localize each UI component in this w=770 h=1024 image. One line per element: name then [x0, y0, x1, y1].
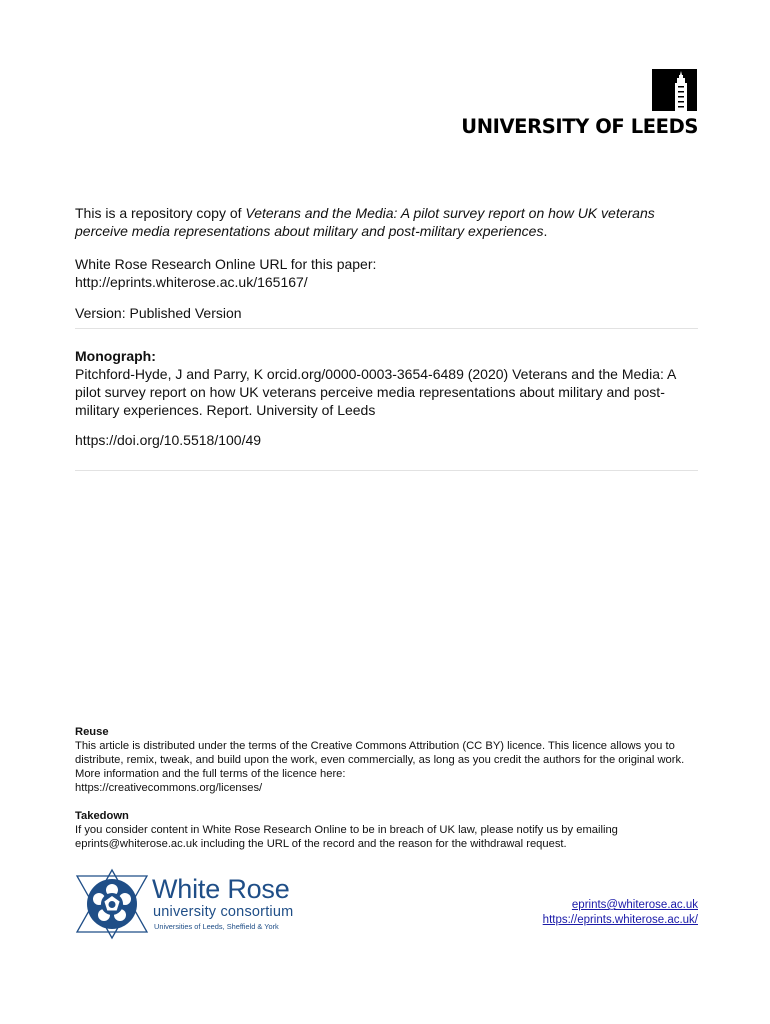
licence-link[interactable]: https://creativecommons.org/licenses/	[75, 782, 263, 794]
takedown-text: If you consider content in White Rose Research Online to be in breach of UK law, please notify us by emailing eprints@whiterose.ac.uk including the URL of the record and the reason for the withdrawal request.	[75, 824, 618, 850]
reuse-heading: Reuse	[75, 726, 109, 738]
monograph-block	[75, 347, 700, 419]
divider	[75, 328, 698, 329]
repository-url-link[interactable]: http://eprints.whiterose.ac.uk/165167/	[75, 274, 308, 290]
monograph-citation: Pitchford-Hyde, J and Parry, K orcid.org/0000-0003-3654-6489 (2020) Veterans and the Media: A pilot survey report on how UK veterans perceive media representations about military and post-military experiences. Report. University of Leeds	[75, 366, 676, 418]
repository-url-block	[75, 255, 700, 291]
white-rose-logo-universities: Universities of Leeds, Sheffield & York	[154, 922, 279, 931]
divider	[75, 470, 698, 471]
intro-prefix: This is a repository copy of	[75, 205, 246, 221]
takedown-section	[75, 809, 700, 851]
reuse-section	[75, 725, 700, 795]
university-of-leeds-logo-text: UNIVERSITY OF LEEDS	[461, 115, 698, 138]
parkinson-tower-icon	[652, 69, 697, 111]
repository-copy-statement	[75, 204, 700, 240]
paper-title: Veterans and the Media: A pilot survey report on how UK veterans perceive media representations about military and post-military experiences	[75, 205, 655, 239]
takedown-heading: Takedown	[75, 810, 129, 822]
repository-site-link[interactable]: https://eprints.whiterose.ac.uk/	[542, 914, 698, 926]
version-text: Version: Published Version	[75, 305, 242, 321]
intro-suffix: .	[543, 223, 548, 239]
white-rose-icon	[75, 868, 150, 940]
reuse-text: This article is distributed under the terms of the Creative Commons Attribution (CC BY) licence. This licence allows you to distribute, remix, tweak, and build upon the work, even commercially, as long as you credit the authors for the original work. More information and the full terms of the licence here:	[75, 740, 685, 780]
white-rose-logo-mark	[75, 868, 150, 940]
contact-email-link[interactable]: eprints@whiterose.ac.uk	[571, 899, 698, 911]
doi-link[interactable]: https://doi.org/10.5518/100/49	[75, 432, 262, 448]
white-rose-logo-title: White Rose	[152, 874, 290, 904]
monograph-heading: Monograph:	[75, 348, 156, 364]
white-rose-logo-subtitle: university consortium	[153, 904, 294, 920]
repository-url-label: White Rose Research Online URL for this paper:	[75, 256, 377, 272]
university-of-leeds-logo-mark	[652, 69, 697, 111]
